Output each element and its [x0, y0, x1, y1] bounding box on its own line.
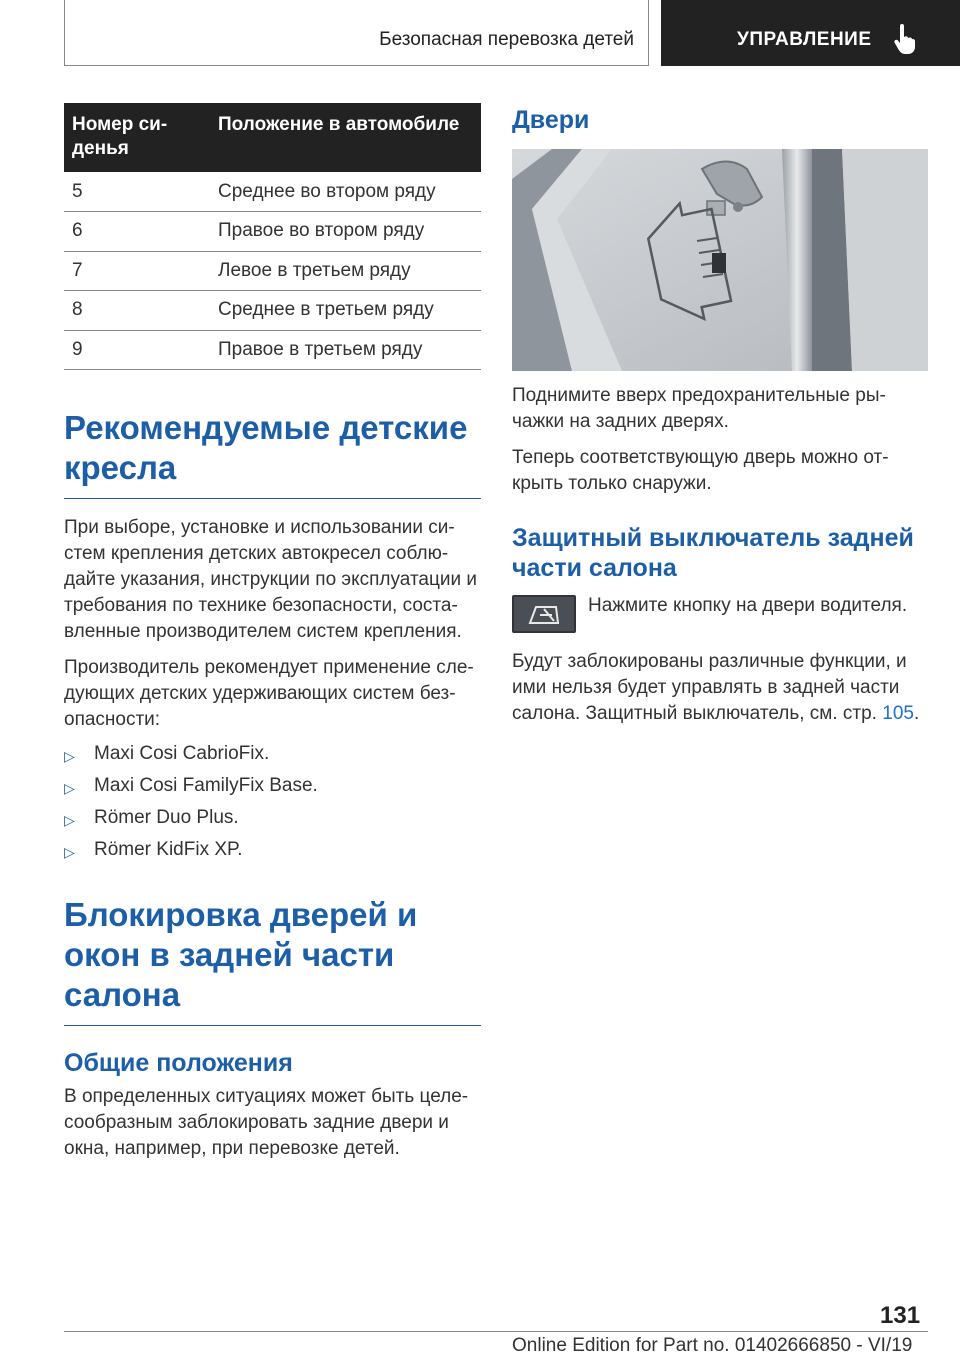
triangle-bullet-icon: ▷ — [64, 844, 75, 860]
safety-switch-instruction — [512, 593, 928, 633]
doors-heading: Двери — [512, 106, 590, 134]
recommended-seats-heading: Рекомендуемые детские кресла — [64, 408, 481, 499]
seat-position-table — [64, 103, 481, 370]
safety-switch-button-text: Нажмите кнопку на двери водителя. — [588, 595, 908, 616]
general-paragraph: В определенных ситуациях может быть целе- сообразным заблокировать задние двери и окна, например, при перевозке детей. — [64, 1086, 469, 1159]
right-column — [512, 103, 928, 727]
hand-pointer-icon — [893, 24, 915, 54]
safety-switch-heading: Защитный выключатель задней части салона — [512, 524, 914, 582]
header-chapter-title: УПРАВЛЕНИЕ — [737, 29, 872, 50]
header-section-title: Безопасная перевозка детей — [379, 29, 634, 50]
recommended-seats-list — [64, 741, 481, 863]
table-cell-seat-number: 8 — [64, 291, 210, 331]
list-item: ▷ Römer Duo Plus. — [64, 805, 481, 831]
footer-edition-text: Online Edition for Part no. 01402666850 - VI/19 — [512, 1335, 913, 1356]
triangle-bullet-icon: ▷ — [64, 748, 75, 764]
table-row — [64, 291, 481, 331]
left-column — [64, 103, 481, 1162]
table-cell-position: Левое в третьем ряду — [210, 251, 481, 291]
doors-paragraph-1: Поднимите вверх предохранительные ры- чажки на задних дверях. — [512, 385, 886, 432]
header-chapter-box — [661, 0, 960, 66]
table-cell-position: Правое во втором ряду — [210, 212, 481, 252]
list-item: ▷ Römer KidFix XP. — [64, 837, 481, 863]
recommended-paragraph-2: Производитель рекомендует применение сле- дующих детских удерживающих систем без- опасности: — [64, 657, 474, 730]
table-cell-position: Среднее в третьем ряду — [210, 291, 481, 331]
page-number: 131 — [880, 1302, 921, 1329]
table-cell-seat-number: 7 — [64, 251, 210, 291]
window-lock-button-icon — [512, 595, 576, 633]
table-row — [64, 330, 481, 370]
safety-switch-paragraph: Будут заблокированы различные функции, и ими нельзя будет управлять в задней части салона. Защитный выключатель, см. стр. 105. — [512, 651, 920, 724]
table-row — [64, 172, 481, 212]
door-lock-illustration — [512, 149, 928, 371]
table-cell-seat-number: 6 — [64, 212, 210, 252]
list-item: ▷ Maxi Cosi CabrioFix. — [64, 741, 481, 767]
locking-heading: Блокировка дверей и окон в задней части салона — [64, 895, 481, 1026]
table-header-row — [64, 103, 481, 172]
page-reference-link[interactable]: 105 — [882, 703, 914, 724]
triangle-bullet-icon: ▷ — [64, 780, 75, 796]
recommended-paragraph-1: При выборе, установке и использовании си- стем крепления детских автокресел соблю- дайте указания, инструкции по эксплуатации и требования по технике безопасности, соста- вленные производителем систем крепления. — [64, 517, 477, 642]
table-cell-position: Среднее во втором ряду — [210, 172, 481, 212]
door-lock-photo — [512, 149, 928, 371]
table-row — [64, 251, 481, 291]
triangle-bullet-icon: ▷ — [64, 812, 75, 828]
footer-divider — [64, 1331, 928, 1332]
header-section-box — [64, 0, 649, 66]
table-cell-seat-number: 9 — [64, 330, 210, 370]
table-cell-seat-number: 5 — [64, 172, 210, 212]
table-header-seat-number: Номер си- денья — [64, 103, 210, 172]
table-row — [64, 212, 481, 252]
table-cell-position: Правое в третьем ряду — [210, 330, 481, 370]
doors-paragraph-2: Теперь соответствующую дверь можно от- крыть только снаружи. — [512, 447, 889, 494]
general-heading: Общие положения — [64, 1049, 293, 1077]
table-header-position: Положение в автомобиле — [210, 103, 481, 172]
list-item: ▷ Maxi Cosi FamilyFix Base. — [64, 773, 481, 799]
